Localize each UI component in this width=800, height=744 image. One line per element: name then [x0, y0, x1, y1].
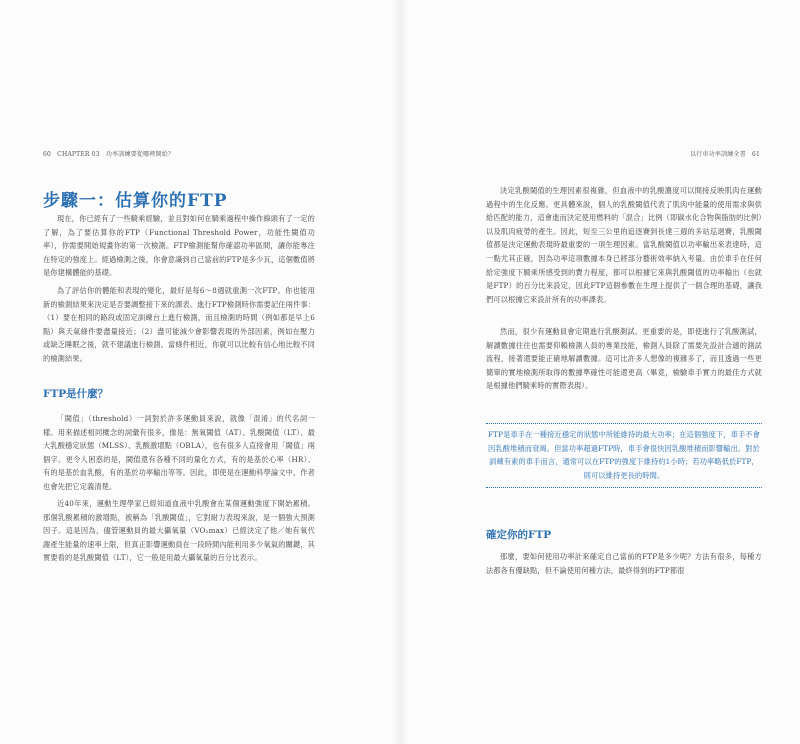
book-title: 以行車功率訓練全書	[690, 151, 746, 158]
subheading-determine-ftp: 確定你的FTP	[486, 529, 552, 541]
callout-box	[486, 423, 762, 488]
right-paragraph-2: 然而，很少有運動員會定期進行乳酸測試。更重要的是，即使進行了乳酸測試，解讀數據往往也需要仰賴檢測人員的專業技能，檢測人員除了需要先設計合適的測試流程，接著還要能正確地解讀數據。這可比許多人想像的複雜多了，而且透過一些更簡單的實地檢測所取得的數據準確性可能還更高（畢竟，檢驗車手實力的最佳方式就是根據他們騎乘時的實際表現）。	[486, 327, 762, 391]
right-paragraph-1: 決定乳酸閾值的生理因素很複雜，但血液中的乳酸濃度可以間接反映肌肉在運動過程中的生化反應。更具體來說，個人的乳酸閾值代表了肌肉中能量的使用需求與供給匹配的能力，這會進而決定使用燃料的「混合」比例（即碳水化合物與脂肪的比例）以及肌肉疲勞的產生。因此，短至三公里的追逐賽到長達三週的多站巡迴賽，乳酸閾值都是決定運動表現時最重要的一項生理因素。當乳酸閾值以功率輸出來表達時，這一點尤其正確，因為功率這項數據本身已將部分藝術效率納入考量。由於車手在任何給定強度下騎乘所感受到的費力程度，都可以根據它來與乳酸閾值的功率輸出（也就是FTP）的百分比來設定，因此FTP這個參數在生理上提供了一個合理的基礎，讓我們可以根據它來設計所有的功率課表。	[486, 186, 762, 304]
left-running-head	[43, 149, 178, 158]
callout-text: FTP是車手在一種接近穩定的狀態中所能維持的最大功率；在這個強度下，車手不會因乳酸堆積而衰竭。但當功率超過FTP時，車手會很快因乳酸堆積而影響輸出。對於訓練有素的車手而言，通常可以在FTP的強度下維持約1小時；若功率略低於FTP，則可以維持更長的時間。	[488, 430, 760, 480]
chapter-label: CHAPTER 03	[57, 151, 100, 158]
right-page-number: 61	[751, 151, 760, 158]
left-paragraph-3: 「閾值」（threshold）一詞對於許多運動員來說，就像「混淆」的代名詞一樣。用來描述相同概念的詞彙有很多，像是：無氧閾值（AT）、乳酸閾值（LT）、最大乳酸穩定狀態（MLSS）、乳酸激增點（OBLA），也有很多人直接會用「閾值」兩個字。更令人困惑的是，閾值還有各種不同的量化方式，有的是基於心率（HR）、有的是基於血乳酸、有的基於功率輸出等等。因此，即使是在運動科學論文中，作者也會先把它定義清楚。	[43, 414, 315, 491]
chapter-title: 功率訓練要從哪裡開始？	[105, 151, 175, 158]
left-paragraph-1: 現在，你已經有了一些騎乘經驗，並且對如何在騎乘過程中操作線頭有了一定的了解，為了要估算你的FTP（Functional Threshold Power，功能性閾值功率），你需要開始規畫你的第一次檢測。FTP檢測能幫你確認功率區間，讓你能專注在特定的強度上。經過檢測之後，你會意識到自己當前的FTP是多少瓦，這個數值將是你建構體能的基礎。	[43, 214, 315, 278]
left-page-number: 60	[43, 151, 52, 158]
subheading-what-is-ftp: FTP是什麼？	[43, 388, 109, 400]
right-paragraph-3: 那麼，要如何使用功率計來確定自己當前的FTP是多少呢？方法有很多，每種方法都各有優缺點，但不論使用何種方法，最終得到的FTP都很	[486, 552, 762, 575]
left-paragraph-2: 為了評估你的體能和表現的變化，最好是每6～8週就重測一次FTP。你也能用新的檢測結果來決定是否要調整接下來的課表。進行FTP檢測時你需要記住兩件事：（1）要在相同的路段或固定訓練台上進行檢測，而且檢測的時間（例如都是早上6點）與天氣條件要盡量接近；（2）盡可能減少會影響表現的外部因素，例如在壓力或缺乏睡眠之後，就不建議進行檢測。當條件相近，你就可以比較有信心地比較不同的檢測結果。	[43, 286, 315, 363]
left-paragraph-4: 近40年來，運動生理學家已經知道血液中乳酸會在某個運動強度下開始累積。那個乳酸累積的激增點，被稱為「乳酸閾值」，它對耐力表現來說，是一個強大預測因子。這是因為，儘管運動員的最大攝氧量（VO₂max）已經決定了他／她有氧代謝產生能量的速率上限，但真正影響運動員在一段時間內能利用多少氧氣的關鍵，其實要看的是乳酸閾值（LT），它一般是用最大攝氧量的百分比表示。	[43, 499, 315, 563]
section-heading: 步驟一：估算你的FTP	[43, 191, 228, 211]
right-running-head	[690, 149, 764, 158]
book-gutter	[392, 0, 408, 744]
